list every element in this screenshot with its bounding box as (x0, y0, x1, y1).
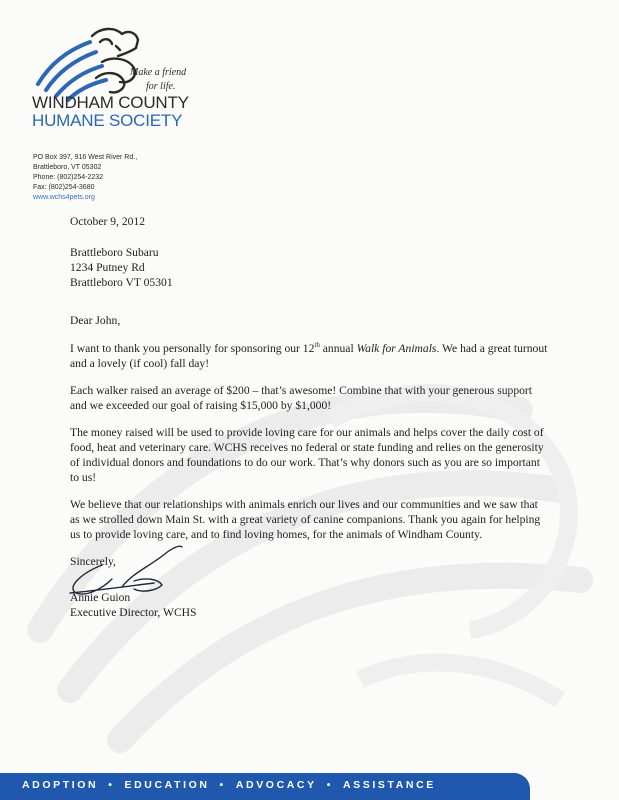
paragraph-1 (70, 341, 550, 371)
organization-name (32, 94, 232, 130)
paragraph-4: We believe that our relationships with animals enrich our lives and our communities and we saw that as we strolled down Main St. with a great variety of canine companions. Thank you again for helping us to provide loving care, and to find loving homes, for the animals of Windham County. (70, 498, 541, 541)
tagline (130, 66, 200, 94)
p1-post: . We had a great turnout and a lovely (if cool) fall day! (70, 342, 548, 370)
signer-block (70, 590, 370, 620)
p1-pre: I want to thank you personally for sponsoring our 12 (70, 342, 315, 355)
pillar-assistance: ASSISTANCE (343, 779, 436, 791)
contact-address-2: Brattleboro, VT 05302 (33, 164, 102, 171)
tagline-line-1: Make a friend (130, 67, 187, 78)
contact-block (33, 153, 233, 203)
contact-phone: Phone: (802)254-2232 (33, 174, 104, 181)
pillar-adoption: ADOPTION (22, 779, 99, 791)
letter-date: October 9, 2012 (70, 215, 146, 228)
pillar-separator: • (219, 779, 226, 791)
salutation: Dear John, (70, 314, 121, 327)
paragraph-2: Each walker raised an average of $200 – that’s awesome! Combine that with your generous support and we exceeded our goal of raising $15,000 by $1,000! (70, 384, 533, 412)
pillar-education: EDUCATION (124, 779, 210, 791)
recipient-street: 1234 Putney Rd (70, 261, 145, 274)
p1-ordinal: th (314, 341, 320, 350)
contact-website-link[interactable]: www.wchs4pets.org (33, 194, 95, 201)
recipient-address (70, 245, 550, 290)
recipient-name: Brattleboro Subaru (70, 246, 159, 259)
event-name: Walk for Animals (356, 342, 437, 355)
footer-pillars (22, 779, 522, 791)
pillar-advocacy: ADVOCACY (235, 779, 317, 791)
contact-fax: Fax: (802)254-3680 (33, 184, 95, 191)
recipient-city: Brattleboro VT 05301 (70, 276, 173, 289)
contact-address-1: PO Box 397, 916 West River Rd., (33, 154, 138, 161)
org-name-line-2: HUMANE SOCIETY (32, 111, 183, 130)
tagline-line-2: for life. (146, 81, 176, 92)
pillar-separator: • (108, 779, 115, 791)
org-name-line-1: WINDHAM COUNTY (32, 93, 189, 112)
paragraph-3: The money raised will be used to provide loving care for our animals and helps cover the daily cost of food, heat and veterinary care. WCHS receives no federal or state funding and relies on the generosity of individual donors and foundations to do our work. That’s why donors such as you are so important to us! (70, 426, 544, 484)
signer-name: Annie Guion (70, 591, 131, 604)
letter-body (70, 214, 550, 569)
pillar-separator: • (326, 779, 333, 791)
p1-mid: annual (319, 342, 357, 355)
closing: Sincerely, (70, 555, 116, 568)
signer-title: Executive Director, WCHS (70, 606, 197, 619)
